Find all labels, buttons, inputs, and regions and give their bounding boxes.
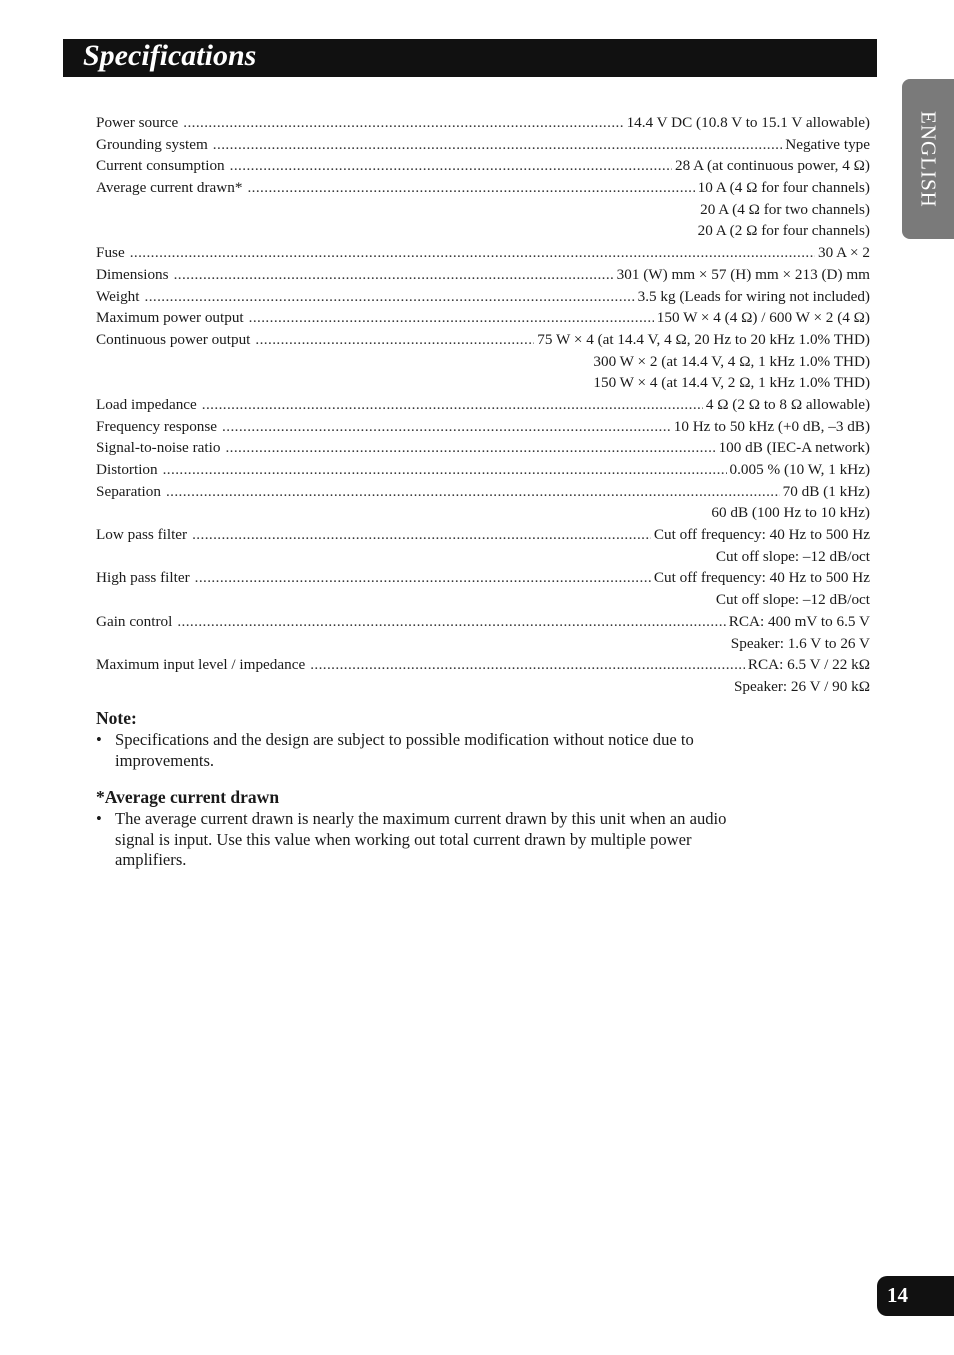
language-tab-label: ENGLISH <box>916 110 941 208</box>
spec-row <box>96 155 870 177</box>
spec-label: Maximum power output <box>96 309 244 327</box>
dot-leader <box>230 155 672 177</box>
spec-label: Gain control <box>96 612 173 630</box>
spec-value: RCA: 400 mV to 6.5 V <box>728 612 870 630</box>
spec-value: Cut off frequency: 40 Hz to 500 Hz <box>653 569 870 587</box>
page-number: 14 <box>887 1283 908 1307</box>
spec-label: Current consumption <box>96 157 225 175</box>
spec-label: Maximum input level / impedance <box>96 656 306 674</box>
dot-leader <box>249 307 654 329</box>
spec-row <box>96 611 870 633</box>
spec-value: 70 dB (1 kHz) <box>782 482 870 500</box>
spec-value: 150 W × 4 (4 Ω) / 600 W × 2 (4 Ω) <box>656 309 870 327</box>
spec-value: 28 A (at continuous power, 4 Ω) <box>674 157 870 175</box>
spec-row <box>96 524 870 546</box>
page-number-tab <box>877 1276 954 1316</box>
spec-row <box>96 177 870 199</box>
bullet-symbol: • <box>96 809 102 828</box>
dot-leader <box>145 286 635 308</box>
title-bar <box>63 39 877 77</box>
dot-leader <box>174 264 614 286</box>
spec-value: 20 A (4 Ω for two channels) <box>700 200 870 218</box>
bullet-symbol: • <box>96 730 102 749</box>
spec-value: 0.005 % (10 W, 1 kHz) <box>729 461 870 478</box>
dot-leader <box>222 416 671 438</box>
spec-row <box>96 112 870 134</box>
spec-value: 300 W × 2 (at 14.4 V, 4 Ω, 1 kHz 1.0% THD) <box>593 352 870 370</box>
spec-label: Distortion <box>96 461 158 478</box>
spec-label: Continuous power output <box>96 330 251 348</box>
spec-value: 4 Ω (2 Ω to 8 Ω allowable) <box>705 395 870 413</box>
spec-value: Cut off frequency: 40 Hz to 500 Hz <box>653 526 870 544</box>
dot-leader <box>166 481 780 503</box>
spec-label: Power source <box>96 114 179 131</box>
spec-value: Speaker: 1.6 V to 26 V <box>730 634 870 652</box>
spec-value: RCA: 6.5 V / 22 kΩ <box>747 656 870 674</box>
specifications-list <box>96 112 870 698</box>
dot-leader <box>130 242 815 264</box>
spec-row <box>96 286 870 308</box>
spec-row <box>96 307 870 329</box>
spec-row <box>96 437 870 459</box>
average-current-text: The average current drawn is nearly the maximum current drawn by this unit when an audio signal is input. Use this value when working out total current drawn by multiple power amplifiers. <box>115 809 727 869</box>
notes-section <box>96 706 736 871</box>
spec-label: Fuse <box>96 244 125 262</box>
dot-leader <box>202 394 703 416</box>
spec-value: 3.5 kg (Leads for wiring not included) <box>637 287 870 305</box>
spec-value: 10 Hz to 50 kHz (+0 dB, –3 dB) <box>673 417 870 435</box>
spec-value: 301 (W) mm × 57 (H) mm × 213 (D) mm <box>616 265 870 283</box>
spec-row <box>96 199 870 221</box>
spec-label: Load impedance <box>96 395 197 413</box>
spec-row <box>96 372 870 394</box>
spec-row <box>96 481 870 503</box>
spec-value: 10 A (4 Ω for four channels) <box>697 179 870 197</box>
dot-leader <box>192 524 651 546</box>
dot-leader <box>163 459 727 481</box>
spec-value: Cut off slope: –12 dB/oct <box>715 547 870 565</box>
dot-leader <box>195 567 651 589</box>
spec-value: 20 A (2 Ω for four channels) <box>697 222 870 240</box>
note-heading: Note: <box>96 708 137 728</box>
spec-label: High pass filter <box>96 569 190 587</box>
dot-leader <box>183 112 623 134</box>
note-bullet-item <box>96 730 736 771</box>
spec-row <box>96 264 870 286</box>
spec-value: 60 dB (100 Hz to 10 kHz) <box>711 504 870 522</box>
dot-leader <box>310 654 745 676</box>
spec-row <box>96 134 870 156</box>
spec-label: Separation <box>96 482 161 500</box>
page-title: Specifications <box>83 39 257 72</box>
spec-row <box>96 242 870 264</box>
dot-leader <box>255 329 534 351</box>
spec-row <box>96 416 870 438</box>
spec-label: Weight <box>96 287 140 305</box>
spec-label: Low pass filter <box>96 526 188 544</box>
spec-row <box>96 589 870 611</box>
note-text: Specifications and the design are subject to possible modification without notice due to improvements. <box>115 730 694 770</box>
spec-value: Cut off slope: –12 dB/oct <box>715 591 870 609</box>
spec-value: 30 A × 2 <box>817 244 870 262</box>
spec-row <box>96 351 870 373</box>
spec-label: Signal-to-noise ratio <box>96 439 221 457</box>
spec-label: Frequency response <box>96 417 218 435</box>
spec-value: 14.4 V DC (10.8 V to 15.1 V allowable) <box>626 114 870 131</box>
spec-row <box>96 676 870 698</box>
spec-row <box>96 654 870 676</box>
spec-label: Dimensions <box>96 265 169 283</box>
spec-row <box>96 220 870 242</box>
spec-value: 150 W × 4 (at 14.4 V, 2 Ω, 1 kHz 1.0% THD) <box>593 374 870 392</box>
spec-row <box>96 459 870 481</box>
dot-leader <box>247 177 694 199</box>
spec-row <box>96 502 870 524</box>
spec-row <box>96 546 870 568</box>
spec-row <box>96 633 870 655</box>
spec-label: Grounding system <box>96 135 208 153</box>
spec-value: 75 W × 4 (at 14.4 V, 4 Ω, 20 Hz to 20 kHz 1.0% THD) <box>537 330 870 348</box>
average-current-bullet-item <box>96 809 736 871</box>
spec-row <box>96 567 870 589</box>
dot-leader <box>177 611 725 633</box>
spec-label: Average current drawn* <box>96 179 243 197</box>
spec-value: Negative type <box>785 135 870 153</box>
dot-leader <box>213 134 782 156</box>
spec-value: Speaker: 26 V / 90 kΩ <box>733 677 870 695</box>
spec-row <box>96 329 870 351</box>
language-tab <box>902 79 954 239</box>
spec-row <box>96 394 870 416</box>
dot-leader <box>225 437 715 459</box>
spec-value: 100 dB (IEC-A network) <box>718 439 870 457</box>
average-current-heading: *Average current drawn <box>96 787 280 807</box>
